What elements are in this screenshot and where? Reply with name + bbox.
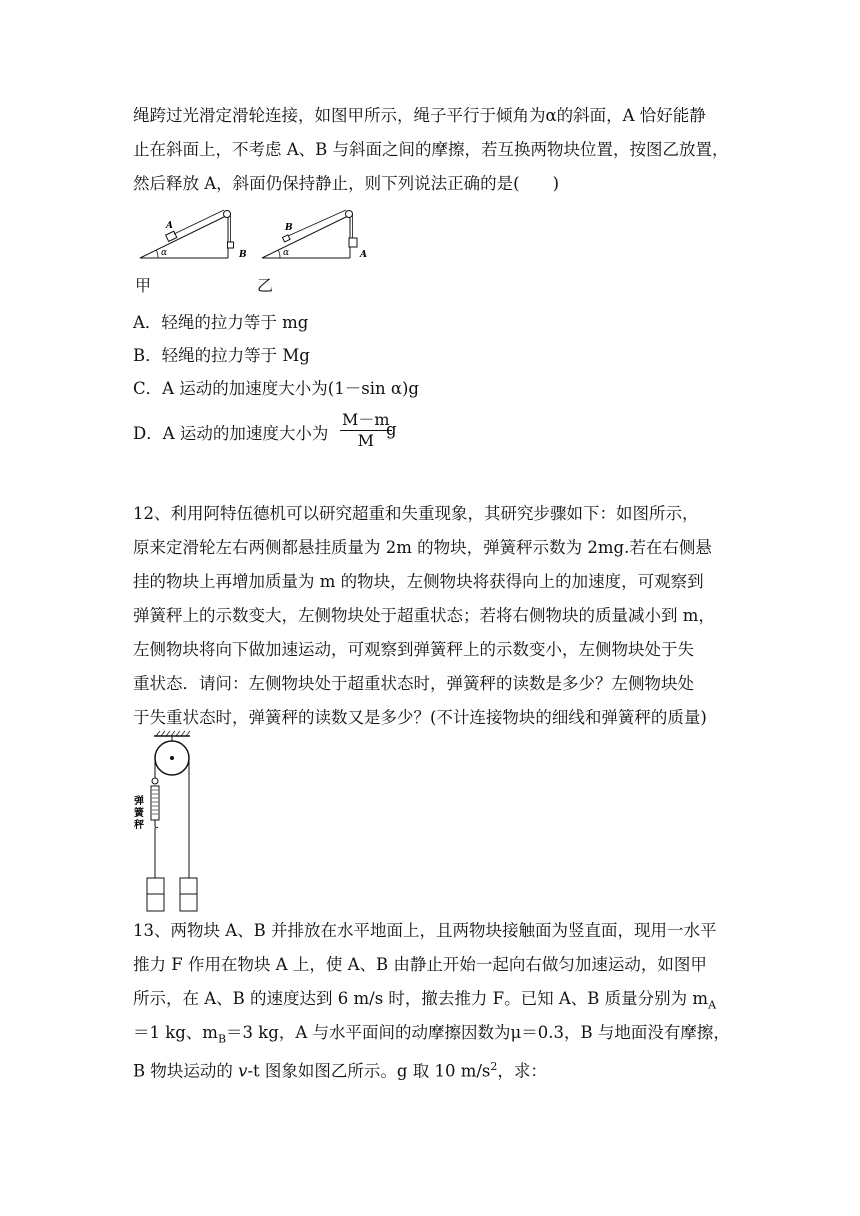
fraction-numerator: M－m: [342, 410, 390, 429]
q13-line-5-text-c: ，求：: [497, 1061, 547, 1081]
q11-option-d-fraction: [340, 410, 392, 451]
q13-subscript-b: B: [217, 1032, 227, 1046]
q11-option-d-suffix: g: [386, 420, 397, 439]
q11-line-1: 绳跨过光滑定滑轮连接，如图甲所示，绳子平行于倾角为α的斜面，A 恰好能静: [133, 106, 706, 125]
q11-jia-b-label: B: [239, 250, 247, 260]
q11-jia-alpha-label: α: [161, 248, 168, 258]
q11-caption-jia: 甲: [135, 276, 152, 295]
q13-subscript-a: A: [708, 998, 717, 1012]
q13-line-5: [133, 1050, 733, 1084]
q13-line-5-text-a: B 物块运动的: [133, 1061, 239, 1081]
q11-yi-b-label: B: [285, 223, 293, 233]
q12-stem: [133, 497, 733, 735]
q11-yi-alpha-label: α: [283, 248, 290, 258]
q12-line-2: 原来定滑轮左右两侧都悬挂质量为 2m 的物块，弹簧秤示数为 2mg.若在右侧悬: [133, 538, 712, 557]
spring-scale-label-2: 簧: [134, 808, 144, 819]
fraction-denominator: M: [357, 431, 374, 450]
q13-superscript: 2: [490, 1060, 498, 1073]
q12-line-5: 左侧物块将向下做加速运动，可观察到弹簧秤上的示数变小，左侧物块处于失: [133, 640, 694, 659]
q13-line-3-text: 所示，在 A、B 的速度达到 6 m/s 时，撤去推力 F。已知 A、B 质量分别为 m: [133, 989, 709, 1008]
q11-line-3: 然后释放 A，斜面仍保持静止，则下列说法正确的是( ): [133, 174, 560, 193]
q11-yi-a-label: A: [360, 250, 367, 260]
q12-line-6: 重状态．请问：左侧物块处于超重状态时，弹簧秤的读数是多少？左侧物块处: [133, 674, 694, 693]
spring-scale-label-1: 弹: [134, 796, 144, 807]
q12-line-1: 12、利用阿特伍德机可以研究超重和失重现象，其研究步骤如下：如图所示，: [133, 504, 699, 523]
q13-line-4-text-a: ＝1 kg、m: [133, 1023, 218, 1042]
q11-option-c: C．A 运动的加速度大小为(1－sin α)g: [133, 379, 419, 398]
q11-caption-yi: 乙: [257, 276, 274, 295]
q12-line-3: 挂的物块上再增加质量为 m 的物块，左侧物块将获得向上的加速度，可观察到: [133, 572, 704, 591]
q13-stem: [133, 914, 733, 1084]
q13-line-1: 13、两物块 A、B 并排放在水平地面上，且两物块接触面为竖直面，现用一水平: [133, 921, 717, 940]
q13-line-4-text-b: ＝3 kg，A 与水平面间的动摩擦因数为μ＝0.3，B 与地面没有摩擦，: [226, 1023, 730, 1042]
q11-figure-yi: [260, 206, 375, 262]
q12-atwood-figure: [130, 728, 210, 916]
q13-line-5-text-b: -t 图象如图乙所示。g 取 10 m/s: [247, 1061, 491, 1081]
q11-option-d-prefix: D．A 运动的加速度大小为: [133, 424, 329, 443]
q13-line-4: [133, 1016, 733, 1050]
q11-figure-jia: [138, 206, 253, 262]
q13-velocity-symbol: v: [238, 1061, 248, 1081]
q11-option-a: A．轻绳的拉力等于 mg: [133, 313, 309, 332]
spring-scale-label-3: 秤: [134, 820, 144, 831]
q12-line-4: 弹簧秤上的示数变大，左侧物块处于超重状态；若将右侧物块的质量减小到 m，: [133, 606, 715, 625]
q13-line-3: [133, 982, 733, 1016]
q12-line-7: 于失重状态时，弹簧秤的读数又是多少？(不计连接物块的细线和弹簧秤的质量): [133, 708, 707, 727]
q13-line-2: 推力 F 作用在物块 A 上，使 A、B 由静止开始一起向右做匀加速运动，如图甲: [133, 955, 707, 974]
q11-option-b: B．轻绳的拉力等于 Mg: [133, 346, 310, 365]
q11-option-d: [133, 420, 328, 444]
q11-jia-a-label: A: [166, 221, 173, 231]
q11-stem: [133, 99, 733, 201]
q11-line-2: 止在斜面上，不考虑 A、B 与斜面之间的摩擦，若互换两物块位置，按图乙放置，: [133, 140, 729, 159]
